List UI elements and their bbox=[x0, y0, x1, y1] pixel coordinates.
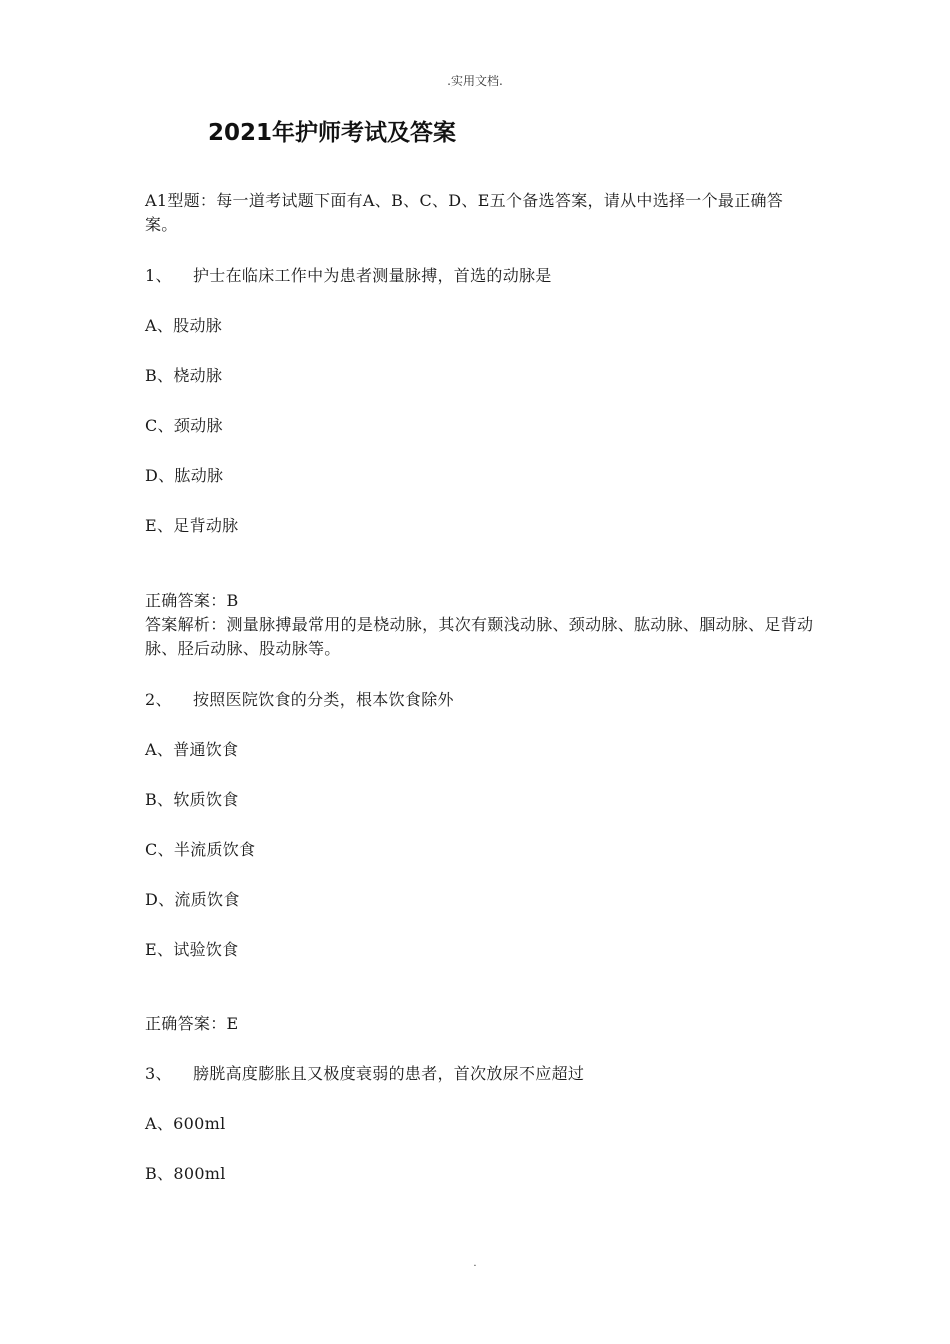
option-d: D、流质饮食 bbox=[145, 890, 240, 909]
correct-answer: 正确答案：B bbox=[145, 591, 239, 610]
question-text: 护士在临床工作中为患者测量脉搏，首选的动脉是 bbox=[193, 266, 552, 285]
question-text: 按照医院饮食的分类，根本饮食除外 bbox=[193, 690, 454, 709]
page-footer: . bbox=[473, 1258, 477, 1269]
option-a: A、普通饮食 bbox=[145, 740, 239, 759]
option-a: A、600ml bbox=[145, 1114, 226, 1133]
section-intro: A1型题：每一道考试题下面有A、B、C、D、E五个备选答案，请从中选择一个最正确答案。 bbox=[145, 191, 784, 234]
option-b: B、800ml bbox=[145, 1164, 226, 1183]
question-2 bbox=[145, 688, 454, 712]
document-title: 2021年护师考试及答案 bbox=[208, 120, 457, 146]
answer-explanation: 答案解析：测量脉搏最常用的是桡动脉，其次有颞浅动脉、颈动脉、肱动脉、腘动脉、足背动脉、胫后动脉、股动脉等。 bbox=[145, 615, 814, 658]
option-b: B、软质饮食 bbox=[145, 790, 239, 809]
option-e: E、足背动脉 bbox=[145, 516, 239, 535]
option-c: C、颈动脉 bbox=[145, 416, 223, 435]
page-header: .实用文档. bbox=[447, 74, 503, 88]
option-c: C、半流质饮食 bbox=[145, 840, 256, 859]
question-3 bbox=[145, 1062, 584, 1086]
question-number: 2、 bbox=[145, 690, 172, 709]
option-d: D、肱动脉 bbox=[145, 466, 224, 485]
question-text: 膀胱高度膨胀且又极度衰弱的患者，首次放尿不应超过 bbox=[193, 1064, 585, 1083]
option-b: B、桡动脉 bbox=[145, 366, 223, 385]
question-number: 1、 bbox=[145, 266, 172, 285]
option-e: E、试验饮食 bbox=[145, 940, 239, 959]
question-number: 3、 bbox=[145, 1064, 172, 1083]
option-a: A、股动脉 bbox=[145, 316, 223, 335]
question-1 bbox=[145, 264, 552, 288]
correct-answer: 正确答案：E bbox=[145, 1014, 239, 1033]
